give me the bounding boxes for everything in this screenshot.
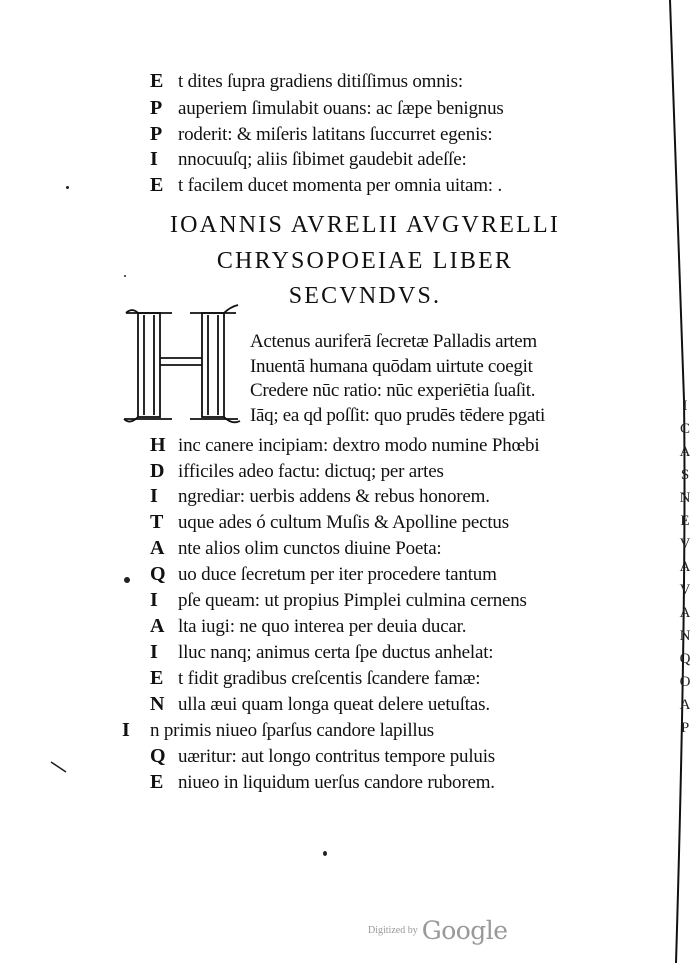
verse-initial: E: [150, 70, 164, 92]
adjacent-letter: A: [679, 559, 690, 575]
verse-text: ifficiles adeo factu: dictuq; per artes: [178, 461, 444, 482]
verse-initial: N: [150, 693, 165, 715]
verse-initial: A: [150, 615, 165, 637]
verse-text: lta iugi: ne quo interea per deuia ducar.: [178, 616, 467, 637]
verse-line: [150, 485, 490, 508]
adjacent-letter: Q: [679, 651, 690, 667]
verse-text: inc canere incipiam: dextro modo numine Phœbi: [178, 435, 540, 456]
verse-text: auperiem ſimulabit ouans: ac ſæpe benignus: [178, 98, 504, 119]
verse-initial: I: [150, 485, 158, 507]
verse-line: [150, 434, 539, 457]
drop-cap-line: Actenus auriferā ſecretæ Palladis artem: [250, 331, 537, 352]
verse-initial: A: [150, 537, 165, 559]
adjacent-letter: I: [682, 398, 688, 414]
verse-line: [150, 745, 495, 768]
adjacent-letter: V: [679, 582, 690, 598]
verse-line: [150, 589, 527, 612]
adjacent-letter: E: [680, 513, 690, 529]
ink-speck: [124, 577, 130, 583]
ink-speck: [124, 275, 126, 277]
verse-text: nnocuuſq; aliis ſibimet gaudebit adeſſe:: [178, 149, 467, 170]
verse-line: [150, 460, 444, 483]
verse-line: [150, 537, 442, 560]
drop-cap-line: Inuentā humana quōdam uirtute coegit: [250, 356, 533, 377]
adjacent-letter: S: [680, 467, 690, 483]
adjacent-letter: N: [679, 628, 690, 644]
verse-line: [150, 123, 492, 146]
verse-text: uo duce ſecretum per iter procedere tantum: [178, 564, 497, 585]
ink-mark: [50, 760, 70, 774]
verse-initial: E: [150, 174, 164, 196]
verse-text: roderit: & miſeris latitans ſuccurret egenis:: [178, 124, 493, 145]
verse-line: [150, 693, 490, 716]
verse-initial: I: [150, 148, 158, 170]
watermark-prefix: Digitized by: [368, 925, 418, 936]
ink-speck: [323, 851, 327, 856]
verse-line: [150, 771, 495, 794]
verse-initial: Q: [150, 745, 166, 767]
verse-initial: I: [122, 719, 130, 741]
verse-line: [150, 97, 504, 120]
verse-initial: D: [150, 460, 165, 482]
adjacent-letter: O: [679, 674, 690, 690]
verse-text: t facilem ducet momenta per omnia uitam: .: [178, 175, 502, 196]
adjacent-page-letters: [678, 395, 690, 740]
verse-line: [150, 511, 509, 534]
drop-cap-h: [120, 303, 248, 428]
adjacent-letter: N: [679, 490, 690, 506]
verse-text: lluc nanq; animus certa ſpe ductus anhelat:: [178, 642, 494, 663]
verse-text: t dites ſupra gradiens ditiſſimus omnis:: [178, 71, 463, 92]
verse-text: ngrediar: uerbis addens & rebus honorem.: [178, 486, 490, 507]
verse-initial: I: [150, 589, 158, 611]
verse-text: nte alios olim cunctos diuine Poeta:: [178, 538, 442, 559]
digitized-watermark: [368, 916, 508, 945]
google-logo: Google: [421, 916, 508, 945]
book-title-heading: CHRYSOPOEIAE LIBER: [216, 248, 514, 274]
verse-line: [150, 174, 502, 197]
adjacent-letter: A: [679, 605, 690, 621]
verse-initial: H: [150, 434, 166, 456]
drop-cap-h-icon: [120, 303, 248, 428]
verse-line: [150, 563, 497, 586]
verse-line: [150, 641, 493, 664]
verse-initial: E: [150, 667, 164, 689]
verse-line: [150, 667, 480, 690]
book-part-heading: SECVNDVS.: [288, 283, 442, 309]
verse-text: t fidit gradibus creſcentis ſcandere famæ:: [178, 668, 481, 689]
adjacent-letter: A: [679, 444, 690, 460]
book-author-heading: IOANNIS AVRELII AVGVRELLI: [169, 212, 561, 238]
drop-cap-line: Iāq; ea qd poſſit: quo prudēs tēdere pgati: [250, 405, 546, 426]
verse-text: uque ades ó cultum Muſis & Apolline pectus: [178, 512, 509, 533]
adjacent-letter: C: [679, 421, 690, 437]
verse-text: niueo in liquidum uerſus candore ruborem.: [178, 772, 495, 793]
verse-text: pſe queam: ut propius Pimplei culmina cernens: [178, 590, 527, 611]
adjacent-letter: A: [679, 697, 690, 713]
verse-line: [150, 615, 466, 638]
verse-text: n primis niueo ſparſus candore lapillus: [150, 720, 435, 741]
drop-cap-line: Credere nūc ratio: nūc experiētia ſuaſit.: [250, 380, 536, 401]
adjacent-letter: V: [679, 536, 690, 552]
verse-initial: P: [150, 97, 163, 119]
adjacent-letter: P: [680, 720, 690, 736]
verse-line: [150, 70, 463, 93]
verse-initial: T: [150, 511, 164, 533]
verse-line: [150, 148, 467, 171]
ink-speck: [66, 186, 69, 189]
verse-initial: Q: [150, 563, 166, 585]
verse-initial: P: [150, 123, 163, 145]
verse-line: [122, 719, 434, 742]
verse-initial: I: [150, 641, 158, 663]
verse-text: ulla æui quam longa queat delere uetuſtas.: [178, 694, 490, 715]
verse-text: uæritur: aut longo contritus tempore puluis: [178, 746, 495, 767]
verse-initial: E: [150, 771, 164, 793]
